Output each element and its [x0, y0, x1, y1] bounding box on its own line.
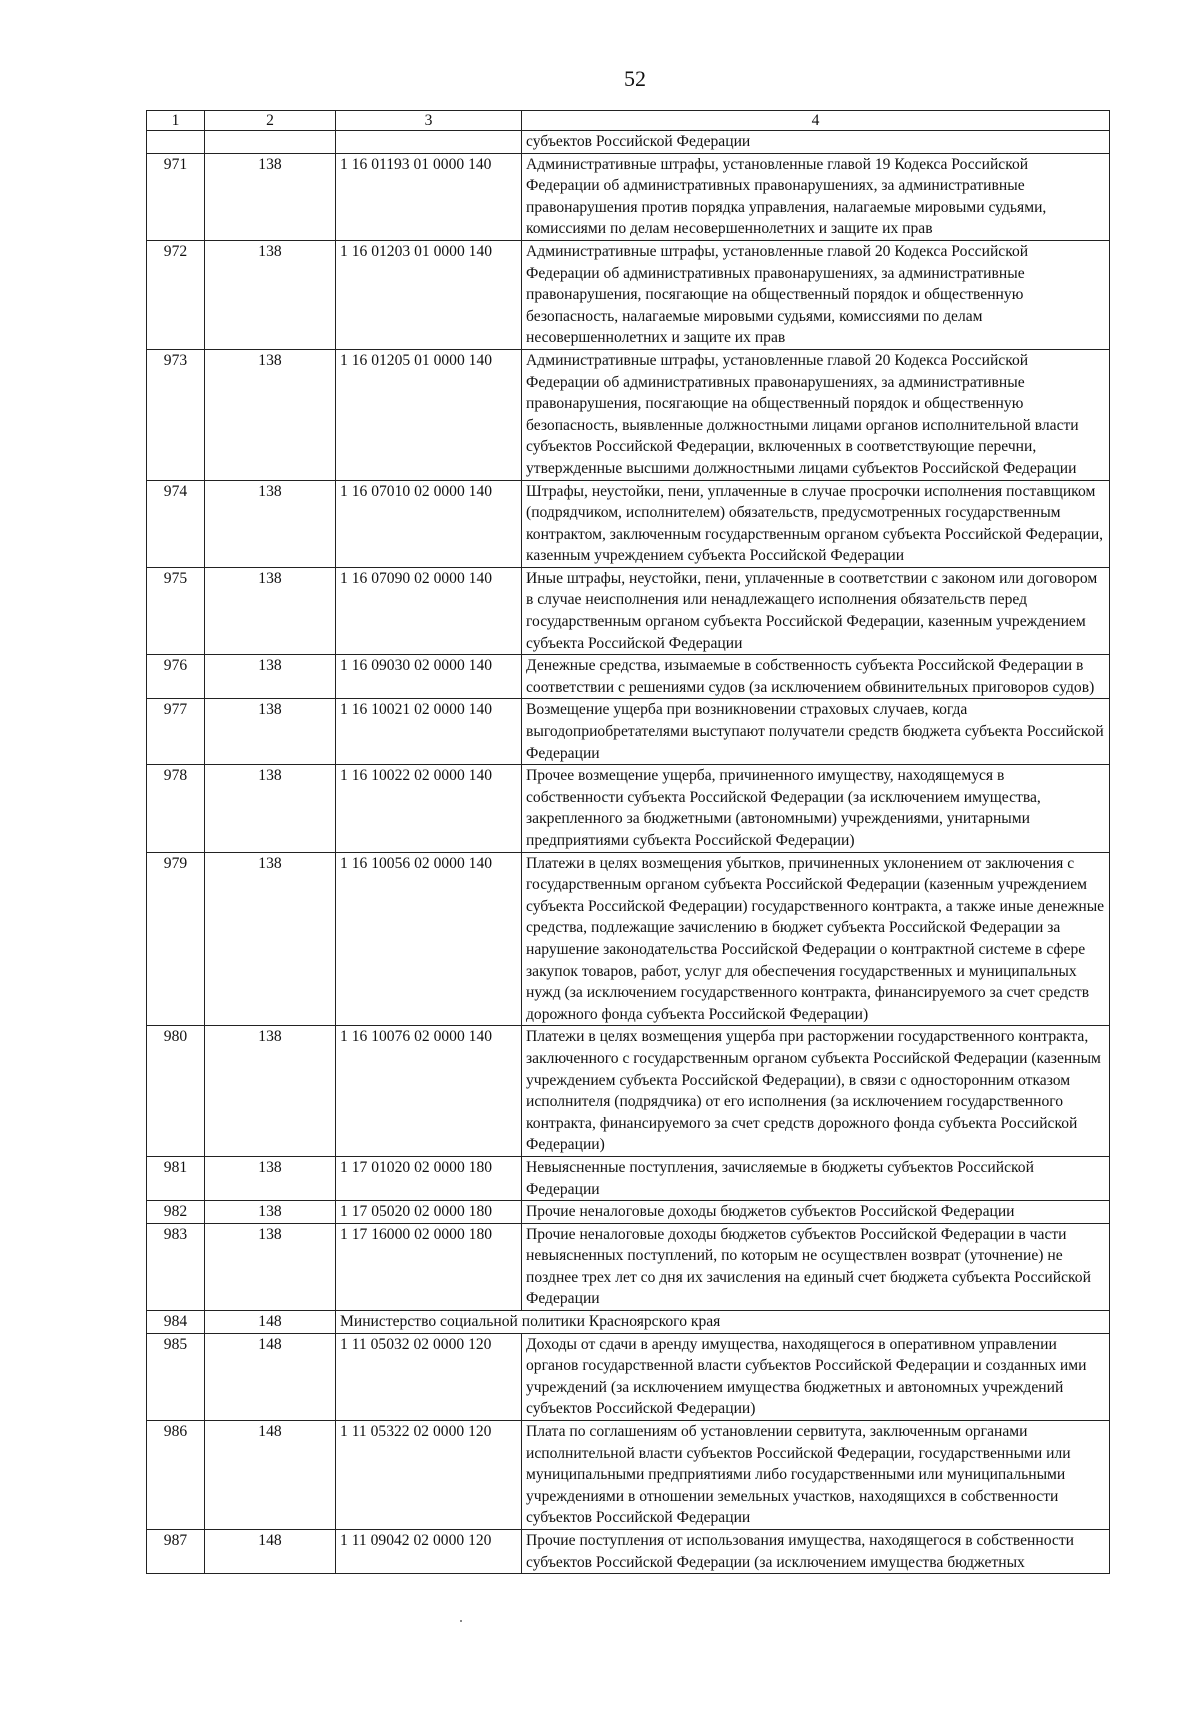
budget-classification-code: 1 16 01203 01 0000 140 [336, 240, 522, 349]
admin-code: 148 [205, 1333, 336, 1420]
row-description: Прочие неналоговые доходы бюджетов субъектов Российской Федерации в части невыясненных поступлений, по которым не осуществлен возврат (уточнение) не позднее трех лет со дня их зачисления на единый счет бюджета субъекта Российской Федерации [522, 1223, 1110, 1310]
table-row [147, 153, 1110, 240]
header-col-3: 3 [336, 111, 522, 131]
row-title: Министерство социальной политики Красноярского края [336, 1311, 1110, 1334]
table-row [147, 852, 1110, 1026]
table-row [147, 240, 1110, 349]
budget-classification-code: 1 16 01193 01 0000 140 [336, 153, 522, 240]
admin-code: 148 [205, 1421, 336, 1530]
admin-code: 138 [205, 567, 336, 654]
table-row [147, 699, 1110, 765]
budget-classification-code: 1 16 09030 02 0000 140 [336, 655, 522, 699]
row-number: 978 [147, 765, 205, 852]
table-row [147, 1201, 1110, 1224]
budget-classification-code: 1 16 07090 02 0000 140 [336, 567, 522, 654]
budget-classification-code: 1 16 01205 01 0000 140 [336, 349, 522, 480]
table-row [147, 1223, 1110, 1310]
row-description: Платежи в целях возмещения убытков, причиненных уклонением от заключения с государственным органом субъекта Российской Федерации (казенным учреждением субъекта Российской Федерации) государственного контракта, а также иные денежные средства, подлежащие зачислению в бюджет субъекта Российской Федерации за нарушение законодательства Российской Федерации о контрактной системе в сфере закупок товаров, работ, услуг для обеспечения государственных и муниципальных нужд (за исключением государственного контракта, финансируемого за счет средств дорожного фонда субъекта Российской Федерации) [522, 852, 1110, 1026]
continuation-cell-1 [147, 131, 205, 154]
budget-classification-code: 1 17 01020 02 0000 180 [336, 1156, 522, 1200]
row-description: Прочие неналоговые доходы бюджетов субъектов Российской Федерации [522, 1201, 1110, 1224]
row-description: Административные штрафы, установленные главой 20 Кодекса Российской Федерации об административных правонарушениях, за административные правонарушения, посягающие на общественный порядок и общественную безопасность, налагаемые мировыми судьями, комиссиями по делам несовершеннолетних и защите их прав [522, 240, 1110, 349]
scan-dot [460, 1620, 462, 1622]
admin-code: 138 [205, 1026, 336, 1157]
table-row [147, 655, 1110, 699]
row-number: 983 [147, 1223, 205, 1310]
budget-classification-code: 1 17 05020 02 0000 180 [336, 1201, 522, 1224]
admin-code: 138 [205, 852, 336, 1026]
table-header-row [147, 111, 1110, 131]
admin-code: 138 [205, 1201, 336, 1224]
row-description: Плата по соглашениям об установлении сервитута, заключенным органами исполнительной власти субъектов Российской Федерации, государственными или муниципальными предприятиями либо государственными или муниципальными учреждениями в отношении земельных участков, находящихся в собственности субъектов Российской Федерации [522, 1421, 1110, 1530]
row-number: 986 [147, 1421, 205, 1530]
row-number: 972 [147, 240, 205, 349]
budget-classification-code: 1 11 09042 02 0000 120 [336, 1530, 522, 1574]
row-description: Административные штрафы, установленные главой 20 Кодекса Российской Федерации об административных правонарушениях, за административные правонарушения, посягающие на общественный порядок и общественную безопасность, выявленные должностными лицами органов исполнительной власти субъектов Российской Федерации, включенных в соответствующие перечни, утвержденные высшими должностными лицами субъектов Российской Федерации [522, 349, 1110, 480]
table-row [147, 1421, 1110, 1530]
row-description: Денежные средства, изымаемые в собственность субъекта Российской Федерации в соответствии с решениями судов (за исключением обвинительных приговоров судов) [522, 655, 1110, 699]
budget-classification-code: 1 11 05322 02 0000 120 [336, 1421, 522, 1530]
table-row [147, 1530, 1110, 1574]
revenue-table [146, 110, 1110, 1574]
table-row [147, 765, 1110, 852]
admin-code: 138 [205, 765, 336, 852]
row-number: 977 [147, 699, 205, 765]
admin-code: 138 [205, 153, 336, 240]
continuation-text: субъектов Российской Федерации [522, 131, 1110, 154]
table-row [147, 1156, 1110, 1200]
header-col-4: 4 [522, 111, 1110, 131]
admin-code: 148 [205, 1530, 336, 1574]
row-number: 980 [147, 1026, 205, 1157]
budget-classification-code: 1 16 10056 02 0000 140 [336, 852, 522, 1026]
admin-code: 138 [205, 480, 336, 567]
row-description: Доходы от сдачи в аренду имущества, находящегося в оперативном управлении органов государственной власти субъектов Российской Федерации и созданных ими учреждений (за исключением имущества бюджетных и автономных учреждений субъектов Российской Федерации) [522, 1333, 1110, 1420]
row-description: Возмещение ущерба при возникновении страховых случаев, когда выгодоприобретателями выступают получатели средств бюджета субъекта Российской Федерации [522, 699, 1110, 765]
table-row [147, 1333, 1110, 1420]
budget-classification-code: 1 16 07010 02 0000 140 [336, 480, 522, 567]
row-number: 981 [147, 1156, 205, 1200]
budget-classification-code: 1 17 16000 02 0000 180 [336, 1223, 522, 1310]
row-number: 985 [147, 1333, 205, 1420]
admin-code: 138 [205, 655, 336, 699]
admin-code: 138 [205, 1156, 336, 1200]
continuation-row [147, 131, 1110, 154]
row-description: Прочее возмещение ущерба, причиненного имуществу, находящемуся в собственности субъекта Российской Федерации (за исключением имущества, закрепленного за бюджетными (автономными) учреждениями, унитарными предприятиями субъекта Российской Федерации) [522, 765, 1110, 852]
row-number: 971 [147, 153, 205, 240]
table-row [147, 1026, 1110, 1157]
table-row [147, 1311, 1110, 1334]
table-row [147, 480, 1110, 567]
row-description: Штрафы, неустойки, пени, уплаченные в случае просрочки исполнения поставщиком (подрядчиком, исполнителем) обязательств, предусмотренных государственным контрактом, заключенным государственным органом субъекта Российской Федерации, казенным учреждением субъекта Российской Федерации [522, 480, 1110, 567]
row-description: Административные штрафы, установленные главой 19 Кодекса Российской Федерации об административных правонарушениях, за административные правонарушения против порядка управления, налагаемые мировыми судьями, комиссиями по делам несовершеннолетних и защите их прав [522, 153, 1110, 240]
admin-code: 138 [205, 349, 336, 480]
row-number: 976 [147, 655, 205, 699]
table-row [147, 567, 1110, 654]
budget-classification-code: 1 11 05032 02 0000 120 [336, 1333, 522, 1420]
row-description: Платежи в целях возмещения ущерба при расторжении государственного контракта, заключенного с государственным органом субъекта Российской Федерации (казенным учреждением субъекта Российской Федерации), в связи с односторонним отказом исполнителя (подрядчика) от его исполнения (за исключением государственного контракта, финансируемого за счет средств дорожного фонда субъекта Российской Федерации) [522, 1026, 1110, 1157]
row-number: 982 [147, 1201, 205, 1224]
admin-code: 138 [205, 699, 336, 765]
row-number: 973 [147, 349, 205, 480]
budget-classification-code: 1 16 10021 02 0000 140 [336, 699, 522, 765]
page-number: 52 [624, 66, 646, 91]
row-number: 975 [147, 567, 205, 654]
row-description: Иные штрафы, неустойки, пени, уплаченные в соответствии с законом или договором в случае неисполнения или ненадлежащего исполнения обязательств перед государственным органом субъекта Российской Федерации, казенным учреждением субъекта Российской Федерации [522, 567, 1110, 654]
budget-classification-code: 1 16 10022 02 0000 140 [336, 765, 522, 852]
admin-code: 148 [205, 1311, 336, 1334]
header-col-1: 1 [147, 111, 205, 131]
continuation-cell-3 [336, 131, 522, 154]
header-col-2: 2 [205, 111, 336, 131]
row-description: Невыясненные поступления, зачисляемые в бюджеты субъектов Российской Федерации [522, 1156, 1110, 1200]
admin-code: 138 [205, 240, 336, 349]
budget-classification-code: 1 16 10076 02 0000 140 [336, 1026, 522, 1157]
table-row [147, 349, 1110, 480]
row-description: Прочие поступления от использования имущества, находящегося в собственности субъектов Российской Федерации (за исключением имущества бюджетных [522, 1530, 1110, 1574]
continuation-cell-2 [205, 131, 336, 154]
row-number: 974 [147, 480, 205, 567]
row-number: 979 [147, 852, 205, 1026]
admin-code: 138 [205, 1223, 336, 1310]
row-number: 984 [147, 1311, 205, 1334]
row-number: 987 [147, 1530, 205, 1574]
